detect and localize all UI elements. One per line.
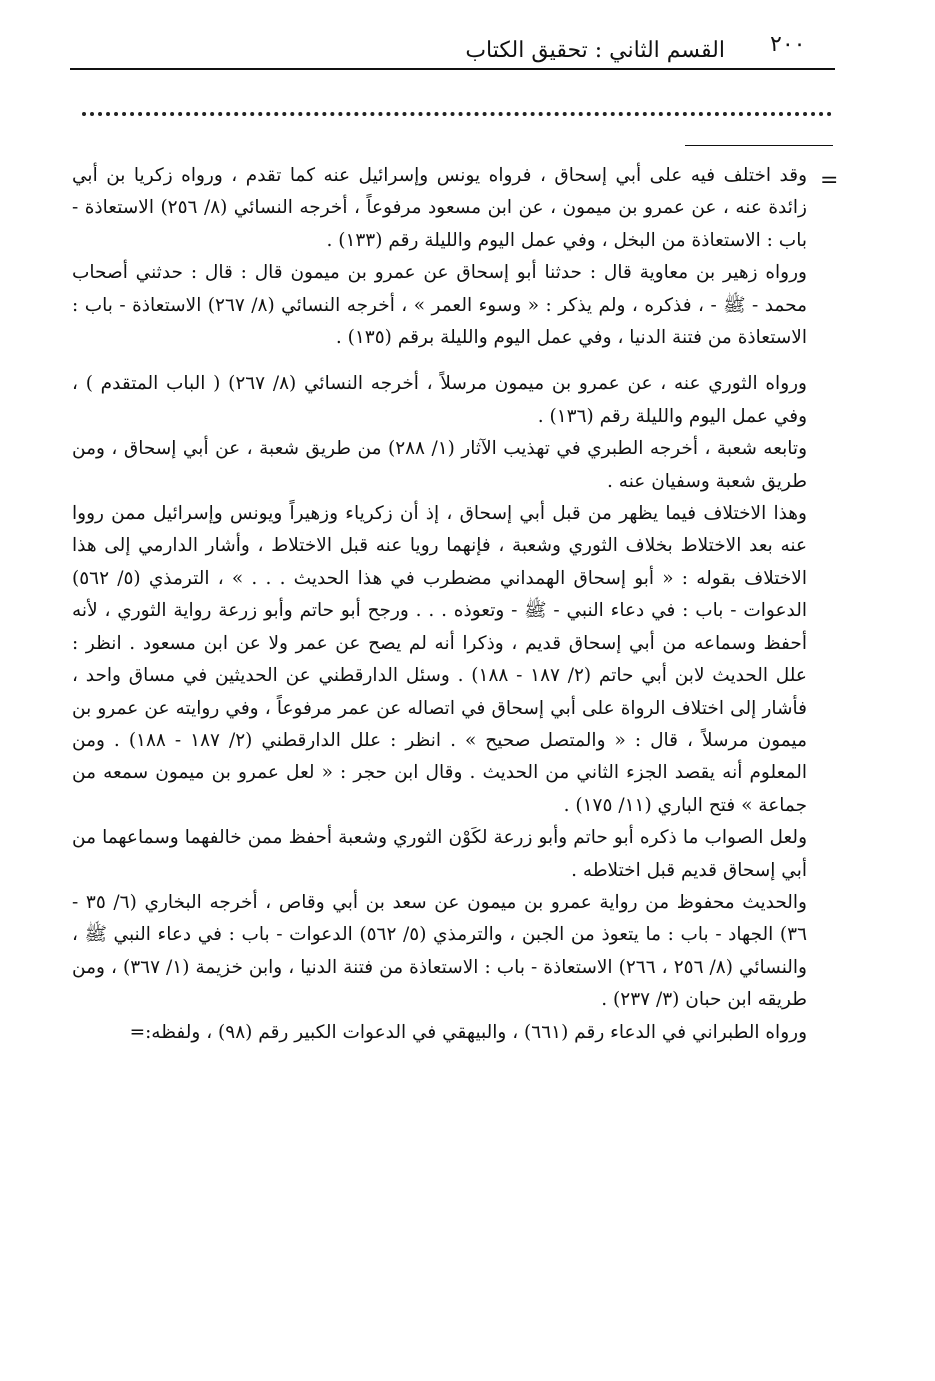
paragraph: ورواه زهير بن معاوية قال : حدثنا أبو إسحاق عن عمرو بن ميمون قال : قال : حدثني أصحاب محمد - ﷺ - ، فذكره ، ولم يذكر : « وسوء العمر » ، أخرجه النسائي (٨/ ٢٦٧) الاستعاذة - باب : الاستعاذة من فتنة الدنيا ، وفي عمل اليوم والليلة برقم (١٣٥) . xyxy=(72,262,807,349)
paragraph: والحديث محفوظ من رواية عمرو بن ميمون عن سعد بن أبي وقاص ، أخرجه البخاري (٦/ ٣٥ - ٣٦) الجهاد - باب : ما يتعوذ من الجبن ، والترمذي (٥/ ٥٦٢) الدعوات - باب : في دعاء النبي ﷺ ، والنسائي (٨/ ٢٥٦ ، ٢٦٦) الاستعاذة - باب : الاستعاذة من فتنة الدنيا ، وابن خزيمة (١/ ٣٦٧) ، ومن طريقه ابن حبان (٣/ ٢٣٧) . xyxy=(72,891,807,1011)
footnote-body xyxy=(72,160,807,1260)
page-header xyxy=(70,30,835,70)
continuation-mark: = xyxy=(820,168,839,193)
header-rule xyxy=(70,68,835,70)
paragraph: وقد اختلف فيه على أبي إسحاق ، فرواه يونس وإسرائيل عنه كما تقدم ، ورواه زكريا بن أبي زائدة عنه ، عن عمرو بن ميمون ، عن ابن مسعود مرفوعاً ، أخرجه النسائي (٨/ ٢٥٦) الاستعاذة - باب : الاستعاذة من البخل ، وفي عمل اليوم والليلة رقم (١٣٣) . xyxy=(72,165,807,251)
dotted-separator xyxy=(82,112,832,132)
paragraph: ورواه الطبراني في الدعاء رقم (٦٦١) ، والبيهقي في الدعوات الكبير رقم (٩٨) ، ولفظه:= xyxy=(129,1021,807,1043)
page-number: ٢٠٠ xyxy=(770,32,806,57)
paragraph: وتابعه شعبة ، أخرجه الطبري في تهذيب الآثار (١/ ٢٨٨) من طريق شعبة ، عن أبي إسحاق ، ومن طريق شعبة وسفيان عنه . xyxy=(72,438,807,492)
paragraph: ورواه الثوري عنه ، عن عمرو بن ميمون مرسلاً ، أخرجه النسائي (٨/ ٢٦٧) ( الباب المتقدم ) ، وفي عمل اليوم والليلة رقم (١٣٦) . xyxy=(72,373,807,427)
header-title: القسم الثاني : تحقيق الكتاب xyxy=(465,38,725,63)
footnote-rule xyxy=(685,145,833,146)
paragraph: وهذا الاختلاف فيما يظهر من قبل أبي إسحاق ، إذ أن زكرياء وزهيراً ويونس وإسرائيل ممن رووا عنه بعد الاختلاط بخلاف الثوري وشعبة ، فإنهما رويا عنه قبل الاختلاط ، وأشار الدارمي إلى هذا الاختلاف بقوله : « أبو إسحاق الهمداني مضطرب في هذا الحديث . . . » ، الترمذي (٥/ ٥٦٢) الدعوات - باب : في دعاء النبي - ﷺ - وتعوذه . . . ورجح أبو حاتم وأبو زرعة رواية الثوري ، لأنه أحفظ وسماعه من أبي إسحاق قديم ، وذكرا أنه لم يصح عن عمر ولا عن ابن مسعود . انظر : علل الحديث لابن أبي حاتم (٢/ ١٨٧ - ١٨٨) . وسئل الدارقطني عن الحديثين في مساق واحد ، فأشار إلى اختلاف الرواة على أبي إسحاق في اتصاله عن عمر مرفوعاً ، وفي روايته عن عمرو بن ميمون مرسلاً ، قال : « والمتصل صحيح » . انظر : علل الدارقطني (٢/ ١٨٧ - ١٨٨) . ومن المعلوم أنه يقصد الجزء الثاني من الحديث . وقال ابن حجر : « لعل عمرو بن ميمون سمعه من جماعة » فتح الباري (١١/ ١٧٥) . xyxy=(72,503,807,816)
paragraph: ولعل الصواب ما ذكره أبو حاتم وأبو زرعة لكَوْن الثوري وشعبة أحفظ ممن خالفهما وسماعهما من أبي إسحاق قديم قبل اختلاطه . xyxy=(72,827,807,881)
